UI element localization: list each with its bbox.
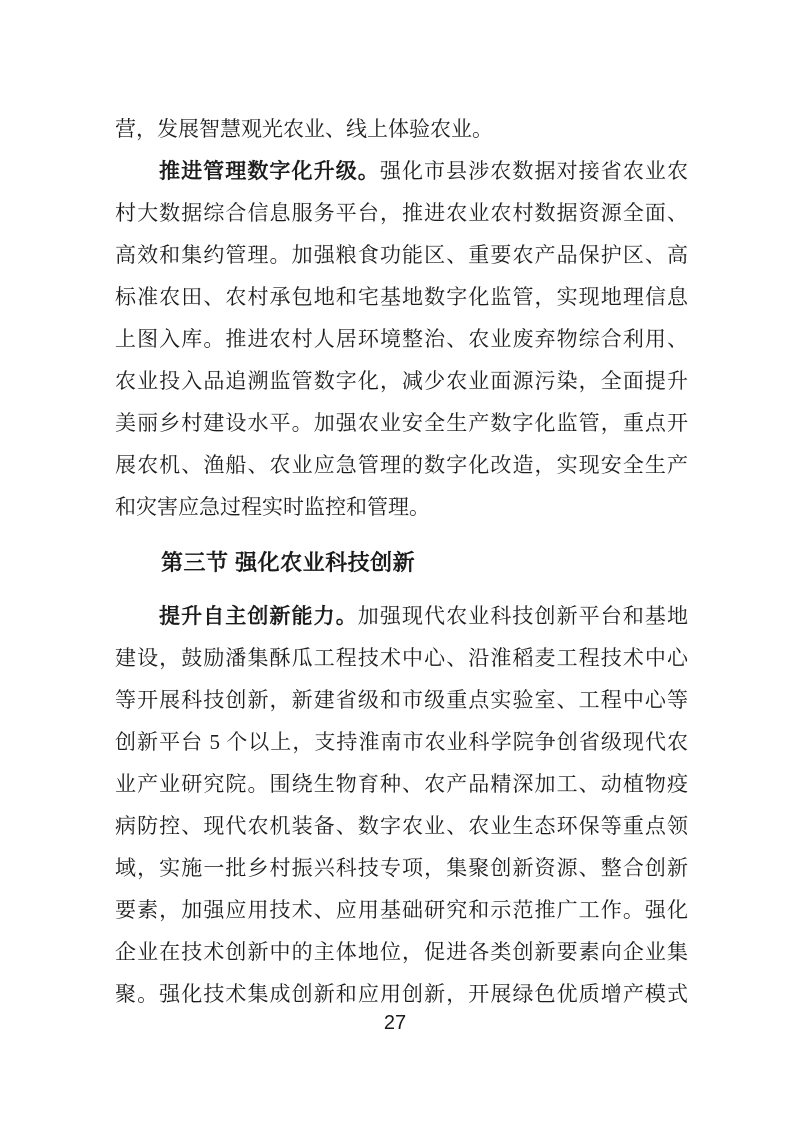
paragraph-3-line-6: 病防控、现代农机装备、数字农业、农业生态环保等重点领 <box>115 814 688 838</box>
paragraph-2-line-1 <box>115 150 688 192</box>
paragraph-3-line-3: 等开展科技创新，新建省级和市级重点实验室、工程中心等 <box>115 688 688 712</box>
paragraph-3-line-2: 建设，鼓励潘集酥瓜工程技术中心、沿淮稻麦工程技术中心 <box>115 646 688 670</box>
paragraph-2-line-1-text: 强化市县涉农数据对接省农业农 <box>379 159 688 183</box>
paragraph-3-line-7: 域，实施一批乡村振兴科技专项，集聚创新资源、整合创新 <box>115 856 688 880</box>
paragraph-3-line-8: 要素，加强应用技术、应用基础研究和示范推广工作。强化 <box>115 898 688 922</box>
paragraph-2-line-5: 上图入库。推进农村人居环境整治、农业废弃物综合利用、 <box>115 327 688 351</box>
page-number: 27 <box>383 1012 407 1034</box>
paragraph-2-line-9: 和灾害应急过程实时监控和管理。 <box>115 495 430 519</box>
section-heading: 第三节 强化农业科技创新 <box>161 550 416 575</box>
paragraph-3-line-9: 企业在技术创新中的主体地位，促进各类创新要素向企业集 <box>115 940 688 964</box>
paragraph-1-line-1: 营，发展智慧观光农业、线上体验农业。 <box>115 117 493 141</box>
paragraph-3-bold-lead: 提升自主创新能力。 <box>159 604 358 628</box>
document-body <box>115 108 688 1015</box>
paragraph-3-line-1 <box>115 595 688 637</box>
paragraph-2-line-4: 标准农田、农村承包地和宅基地数字化监管，实现地理信息 <box>115 285 688 309</box>
paragraph-3-line-4: 创新平台 5 个以上，支持淮南市农业科学院争创省级现代农 <box>115 730 688 754</box>
paragraph-2-line-2: 村大数据综合信息服务平台，推进农业农村数据资源全面、 <box>115 201 688 225</box>
paragraph-2-line-8: 展农机、渔船、农业应急管理的数字化改造，实现安全生产 <box>115 453 688 477</box>
paragraph-2-bold-lead: 推进管理数字化升级。 <box>159 159 380 183</box>
paragraph-2-line-3: 高效和集约管理。加强粮食功能区、重要农产品保护区、高 <box>115 243 688 267</box>
paragraph-3-line-1-text: 加强现代农业科技创新平台和基地 <box>357 604 688 628</box>
paragraph-2-line-6: 农业投入品追溯监管数字化，减少农业面源污染，全面提升 <box>115 369 688 393</box>
paragraph-3-line-5: 业产业研究院。围绕生物育种、农产品精深加工、动植物疫 <box>115 772 688 796</box>
paragraph-2-line-7: 美丽乡村建设水平。加强农业安全生产数字化监管，重点开 <box>115 411 688 435</box>
paragraph-3-line-10: 聚。强化技术集成创新和应用创新，开展绿色优质增产模式 <box>115 982 688 1006</box>
